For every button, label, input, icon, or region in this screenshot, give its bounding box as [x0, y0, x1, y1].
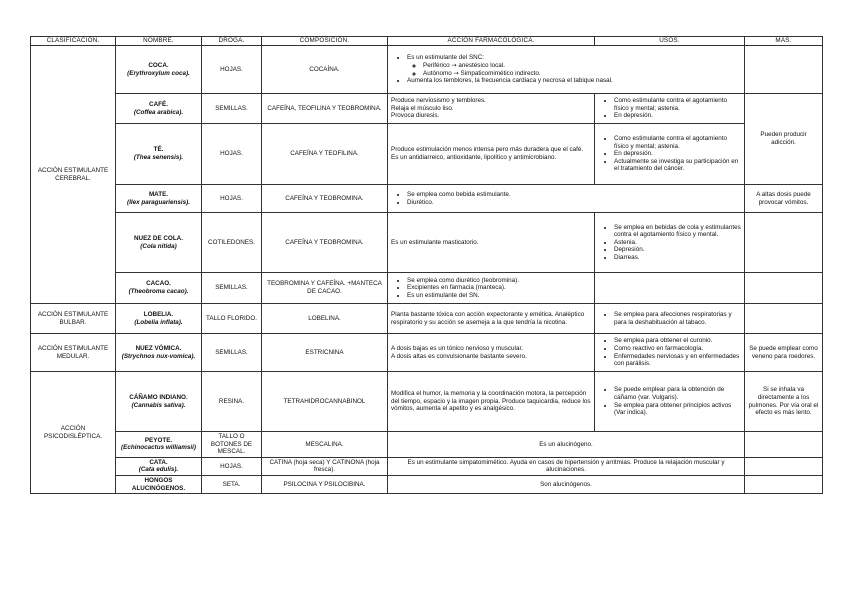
list-item: • Actualmente se investiga su participación en el tratamiento del cáncer. [614, 158, 741, 173]
table-row [31, 334, 823, 372]
plant-name: CÁÑAMO INDIANO. (Cannabis sativa). [116, 372, 202, 432]
action-cell [388, 273, 595, 304]
header-row [31, 37, 823, 46]
uses-cell [595, 372, 745, 432]
list-item: • Aumenta los temblores, la frecuencia cardiaca y necrosa el tabique nasal. [407, 77, 741, 85]
composition-cell: CAFEÍNA Y TEOBROMINA. [262, 185, 388, 213]
more-cell [745, 432, 823, 458]
action-cell: Modifica el humor, la memoria y la coordinación motora, la percepción del tiempo, espacio y la imagen propia. Produce taquicardia, reduce los vómitos, aumenta el apetito y es analgésico. [388, 372, 595, 432]
plant-name: MATE. (Ilex paraguariensis). [116, 185, 202, 213]
plant-name: COCA. (Erythroxylum coca). [116, 46, 202, 94]
composition-cell: CAFEÍNA, TEOFILINA Y TEOBROMINA. [262, 94, 388, 124]
more-cell [745, 213, 823, 273]
drug-cell: HOJAS. [202, 124, 262, 185]
drug-cell: HOJAS. [202, 46, 262, 94]
more-cell [745, 457, 823, 475]
composition-cell: MESCALINA. [262, 432, 388, 458]
more-cell: Si se inhala va directamente a los pulmones. Por vía oral el efecto es más lento. [745, 372, 823, 432]
list-item: • Se emplea como bebida estimulante. [407, 191, 741, 199]
arrow-right-icon: → [453, 69, 459, 77]
header-drug: DROGA. [202, 37, 262, 46]
action-cell: Es un estimulante masticatorio. [388, 213, 595, 273]
classification-medular: ACCIÓN ESTIMULANTE MEDULAR. [31, 334, 116, 372]
uses-cell [595, 213, 745, 273]
action-cell: Es un estimulante simpatomimético. Ayuda en casos de hipertensión y arritmias. Produce la relajación muscular y alucinaciones. [388, 457, 745, 475]
plant-name: NUEZ VÓMICA. (Strychnos nux-vomica). [116, 334, 202, 372]
list-item: • Se puede emplear para la obtención de cáñamo (var. Vulgaris). [614, 386, 741, 401]
more-cell [745, 46, 823, 94]
header-pharmacological-action: ACCIÓN FARMACOLÓGICA. [388, 37, 595, 46]
arrow-right-icon: → [451, 61, 457, 69]
more-cell [745, 304, 823, 334]
more-cell: A altas dosis puede provocar vómitos. [745, 185, 823, 213]
plant-name: PEYOTE. (Echinocactus williamsii) [116, 432, 202, 458]
header-classification: CLASIFICACIÓN. [31, 37, 116, 46]
list-item: ◦ Periférico → anestésico local. [423, 62, 741, 70]
table-row [31, 475, 823, 493]
list-item: • Es un estimulante del SNC: [407, 54, 741, 62]
composition-cell: CAFEÍNA Y TEOFILINA. [262, 124, 388, 185]
header-name: NOMBRE. [116, 37, 202, 46]
action-cell: Produce nerviosismo y temblores. Relaja el músculo liso. Provoca diuresis. [388, 94, 595, 124]
list-item: • Es un estimulante del SN. [407, 292, 591, 300]
drug-cell: SEMILLAS. [202, 94, 262, 124]
list-item: • En depresión. [614, 112, 741, 120]
list-item: • Enfermedades nerviosas y en enfermedades con parálisis. [614, 353, 741, 368]
composition-cell: LOBELINA. [262, 304, 388, 334]
drug-cell: RESINA. [202, 372, 262, 432]
plant-name: HONGOS ALUCINÓGENOS. [116, 475, 202, 493]
table-row [31, 46, 823, 94]
drug-cell: HOJAS. [202, 185, 262, 213]
classification-cerebral: ACCIÓN ESTIMULANTE CEREBRAL. [31, 46, 116, 304]
plant-name: LOBELIA. (Lobelia inflata). [116, 304, 202, 334]
composition-cell: COCAÍNA. [262, 46, 388, 94]
plant-name: NUEZ DE COLA. (Cola nitida) [116, 213, 202, 273]
list-item: • Se emplea para obtener el curonio. [614, 337, 741, 345]
action-cell: Son alucinógenos. [388, 475, 745, 493]
more-cell: Pueden producir adicción. [745, 94, 823, 185]
more-cell [745, 475, 823, 493]
composition-cell: TETRAHIDROCANNABINOL [262, 372, 388, 432]
plant-name: CACAO. (Theobroma cacao). [116, 273, 202, 304]
action-cell: A dosis bajas es un tónico nervioso y muscular. A dosis altas es convulsionante bastante severo. [388, 334, 595, 372]
list-item: • Se emplea como diurético (teobromina). [407, 277, 591, 285]
composition-cell: CATINA (hoja seca) Y CATINONA (hoja fresca). [262, 457, 388, 475]
action-cell [388, 46, 745, 94]
list-item: • Se emplea en bebidas de cola y estimulantes contra el agotamiento físico y mental. [614, 224, 741, 239]
list-item: • Como estimulante contra el agotamiento físico y mental; astenia. [614, 135, 741, 150]
more-cell [745, 273, 823, 304]
table-row [31, 457, 823, 475]
composition-cell: TEOBROMINA Y CAFEÍNA. +MANTECA DE CACAO. [262, 273, 388, 304]
list-item: • Excipientes en farmacia (manteca). [407, 284, 591, 292]
plant-name: CAFÉ. (Coffea arabica). [116, 94, 202, 124]
classification-bulbar: ACCIÓN ESTIMULANTE BULBAR. [31, 304, 116, 334]
drug-cell: HOJAS. [202, 457, 262, 475]
header-uses: USOS. [595, 37, 745, 46]
plant-name: TÉ. (Thea senensis). [116, 124, 202, 185]
table-row [31, 372, 823, 432]
action-cell [388, 185, 745, 213]
uses-cell [595, 273, 745, 304]
table-row [31, 94, 823, 124]
header-more: MÁS. [745, 37, 823, 46]
uses-cell [595, 334, 745, 372]
composition-cell: PSILOCINA Y PSILOCIBINA. [262, 475, 388, 493]
drug-cell: TALLO FLORIDO. [202, 304, 262, 334]
table-row [31, 185, 823, 213]
uses-cell [595, 304, 745, 334]
list-item: • Como estimulante contra el agotamiento físico y mental; astenia. [614, 97, 741, 112]
header-composition: COMPOSICIÓN. [262, 37, 388, 46]
action-cell: Produce estimulación menos intensa pero más duradera que el café. Es un antidiarreico, antioxidante, lipolítico y antimicrobiano. [388, 124, 595, 185]
pharmacology-table [30, 36, 823, 494]
table-row [31, 432, 823, 458]
drug-cell: COTILEDONES. [202, 213, 262, 273]
table-row [31, 213, 823, 273]
list-item: ◦ Autónomo → Simpaticomimético indirecto. [423, 70, 741, 78]
drug-cell: SETA. [202, 475, 262, 493]
list-item: • Diurético. [407, 199, 741, 207]
list-item: • Como reactivo en farmacología. [614, 345, 741, 353]
uses-cell [595, 94, 745, 124]
drug-cell: TALLO O BOTONES DE MESCAL. [202, 432, 262, 458]
table-row [31, 124, 823, 185]
list-item: • Diarreas. [614, 254, 741, 262]
classification-psicodisleptica: ACCIÓN PSICODISLÉPTICA. [31, 372, 116, 494]
list-item: • En depresión. [614, 150, 741, 158]
more-cell: Se puede emplear como veneno para roedores. [745, 334, 823, 372]
plant-name: CATA. (Cata edulis). [116, 457, 202, 475]
uses-cell [595, 124, 745, 185]
table-row [31, 304, 823, 334]
composition-cell: ESTRICNINA [262, 334, 388, 372]
list-item: • Astenia. [614, 239, 741, 247]
drug-cell: SEMILLAS. [202, 273, 262, 304]
composition-cell: CAFEÍNA Y TEOBROMINA. [262, 213, 388, 273]
action-cell: Planta bastante tóxica con acción expectorante y emética. Analéptico respiratorio y su acción se asemeja a la que tendría la nicotina. [388, 304, 595, 334]
action-cell: Es un alucinógeno. [388, 432, 745, 458]
list-item: • Se emplea para obtener principios activos (Var indica). [614, 402, 741, 417]
table-row [31, 273, 823, 304]
list-item: • Depresión. [614, 246, 741, 254]
drug-cell: SEMILLAS. [202, 334, 262, 372]
list-item: • Se emplea para afecciones respiratorias y para la deshabituación al tabaco. [614, 311, 741, 326]
